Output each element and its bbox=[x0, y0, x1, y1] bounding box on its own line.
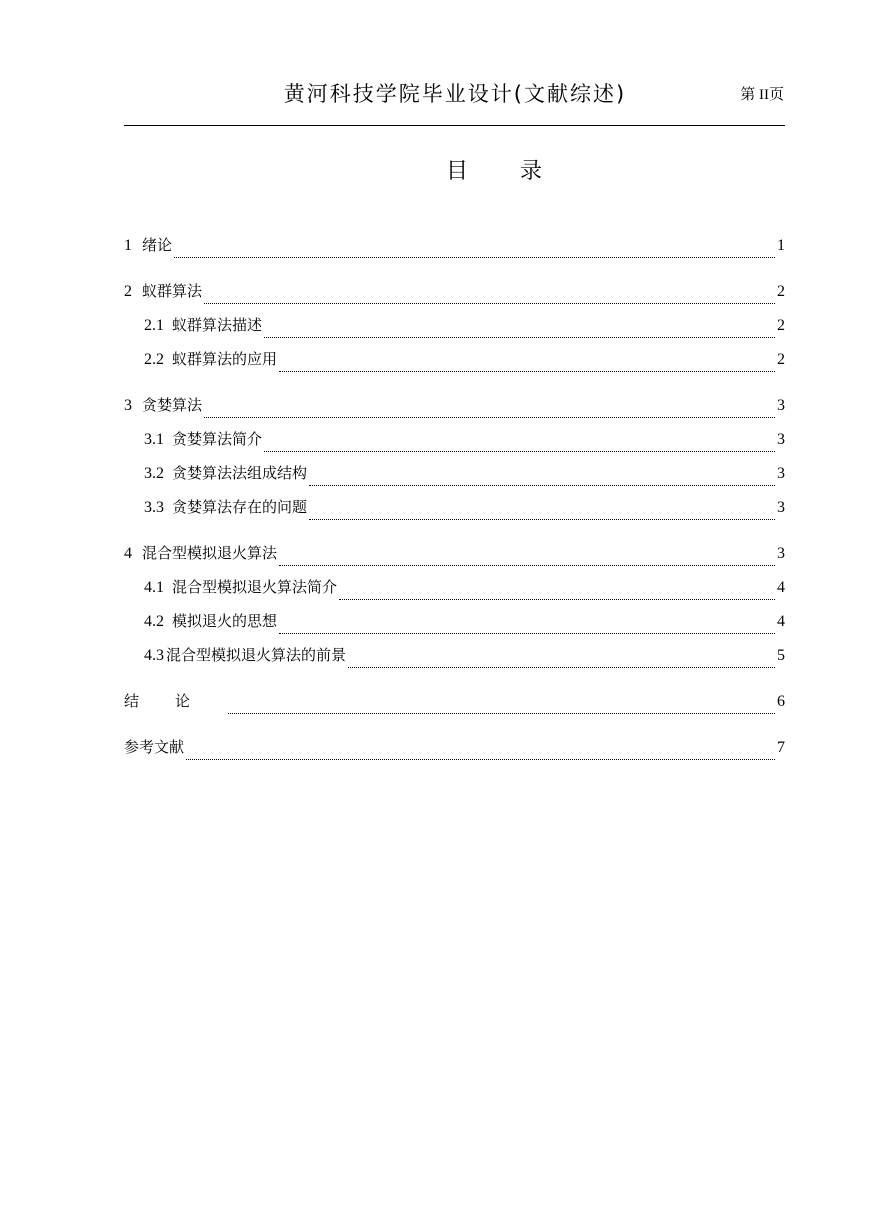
toc-entry-label: 混合型模拟退火算法简介 bbox=[172, 578, 338, 596]
toc-heading-char: 录 bbox=[520, 159, 543, 184]
header-divider bbox=[124, 125, 785, 126]
toc-entry-number: 4.1 bbox=[144, 579, 164, 596]
toc-entry[interactable] bbox=[124, 232, 785, 266]
toc-entry-page: 2 bbox=[777, 351, 785, 368]
toc-entry-number: 4.3 bbox=[144, 647, 164, 664]
toc-entry-label: 模拟退火的思想 bbox=[172, 612, 278, 630]
toc-entry-page: 1 bbox=[777, 237, 785, 254]
toc-entry-label: 贪婪算法法组成结构 bbox=[172, 464, 308, 482]
dot-leader bbox=[339, 599, 775, 600]
toc-entry-page: 3 bbox=[777, 465, 785, 482]
dot-leader bbox=[264, 451, 775, 452]
toc-entry-label: 结论 bbox=[124, 692, 227, 710]
toc-entry[interactable] bbox=[124, 346, 785, 380]
dot-leader bbox=[348, 667, 775, 668]
toc-entry[interactable] bbox=[124, 540, 785, 574]
page-number: 第 II页 bbox=[740, 87, 784, 103]
toc-entry[interactable] bbox=[124, 278, 785, 312]
dot-leader bbox=[309, 485, 775, 486]
dot-leader bbox=[264, 337, 775, 338]
dot-leader bbox=[279, 371, 775, 372]
table-of-contents bbox=[124, 232, 785, 768]
toc-entry-number: 2.1 bbox=[144, 317, 164, 334]
toc-entry[interactable] bbox=[124, 312, 785, 346]
dot-leader bbox=[279, 565, 775, 566]
dot-leader bbox=[309, 519, 775, 520]
toc-entry-page: 4 bbox=[777, 579, 785, 596]
toc-entry-label: 贪婪算法存在的问题 bbox=[172, 498, 308, 516]
toc-entry-number: 4.2 bbox=[144, 613, 164, 630]
dot-leader bbox=[186, 759, 775, 760]
toc-entry-number: 2.2 bbox=[144, 351, 164, 368]
document-header-title: 黄河科技学院毕业设计(文献综述) bbox=[283, 82, 627, 106]
toc-entry-label: 贪婪算法简介 bbox=[172, 430, 263, 448]
toc-entry-page: 5 bbox=[777, 647, 785, 664]
toc-entry-label: 贪婪算法 bbox=[142, 396, 203, 414]
toc-entry-page: 3 bbox=[777, 545, 785, 562]
toc-entry-label: 混合型模拟退火算法的前景 bbox=[166, 646, 347, 664]
toc-entry[interactable] bbox=[124, 494, 785, 528]
toc-entry[interactable] bbox=[124, 642, 785, 676]
toc-entry-label: 混合型模拟退火算法 bbox=[142, 544, 278, 562]
toc-entry[interactable] bbox=[124, 426, 785, 460]
toc-entry-label: 蚁群算法描述 bbox=[172, 316, 263, 334]
dot-leader bbox=[204, 303, 775, 304]
toc-entry-page: 6 bbox=[777, 693, 785, 710]
toc-entry[interactable] bbox=[124, 608, 785, 642]
toc-heading-char: 目 bbox=[445, 159, 468, 184]
toc-entry-number: 4 bbox=[124, 545, 132, 562]
dot-leader bbox=[228, 713, 775, 714]
toc-heading bbox=[124, 155, 864, 189]
toc-entry-label: 蚁群算法的应用 bbox=[172, 350, 278, 368]
toc-entry-page: 3 bbox=[777, 431, 785, 448]
toc-entry-page: 2 bbox=[777, 283, 785, 300]
toc-entry[interactable] bbox=[124, 574, 785, 608]
toc-entry-number: 2 bbox=[124, 283, 132, 300]
toc-entry-number: 3.1 bbox=[144, 431, 164, 448]
dot-leader bbox=[174, 257, 775, 258]
toc-entry[interactable] bbox=[124, 688, 785, 722]
toc-entry-number: 1 bbox=[124, 237, 132, 254]
dot-leader bbox=[204, 417, 775, 418]
toc-entry-page: 2 bbox=[777, 317, 785, 334]
toc-entry-label: 蚁群算法 bbox=[142, 282, 203, 300]
toc-entry-number: 3 bbox=[124, 397, 132, 414]
toc-entry-page: 4 bbox=[777, 613, 785, 630]
toc-entry-label: 绪论 bbox=[142, 236, 173, 254]
toc-entry-page: 3 bbox=[777, 397, 785, 414]
toc-entry-label: 参考文献 bbox=[124, 738, 185, 756]
toc-entry[interactable] bbox=[124, 392, 785, 426]
toc-entry-number: 3.3 bbox=[144, 499, 164, 516]
toc-entry[interactable] bbox=[124, 734, 785, 768]
toc-entry[interactable] bbox=[124, 460, 785, 494]
dot-leader bbox=[279, 633, 775, 634]
toc-entry-page: 3 bbox=[777, 499, 785, 516]
toc-entry-number: 3.2 bbox=[144, 465, 164, 482]
toc-entry-page: 7 bbox=[777, 739, 785, 756]
